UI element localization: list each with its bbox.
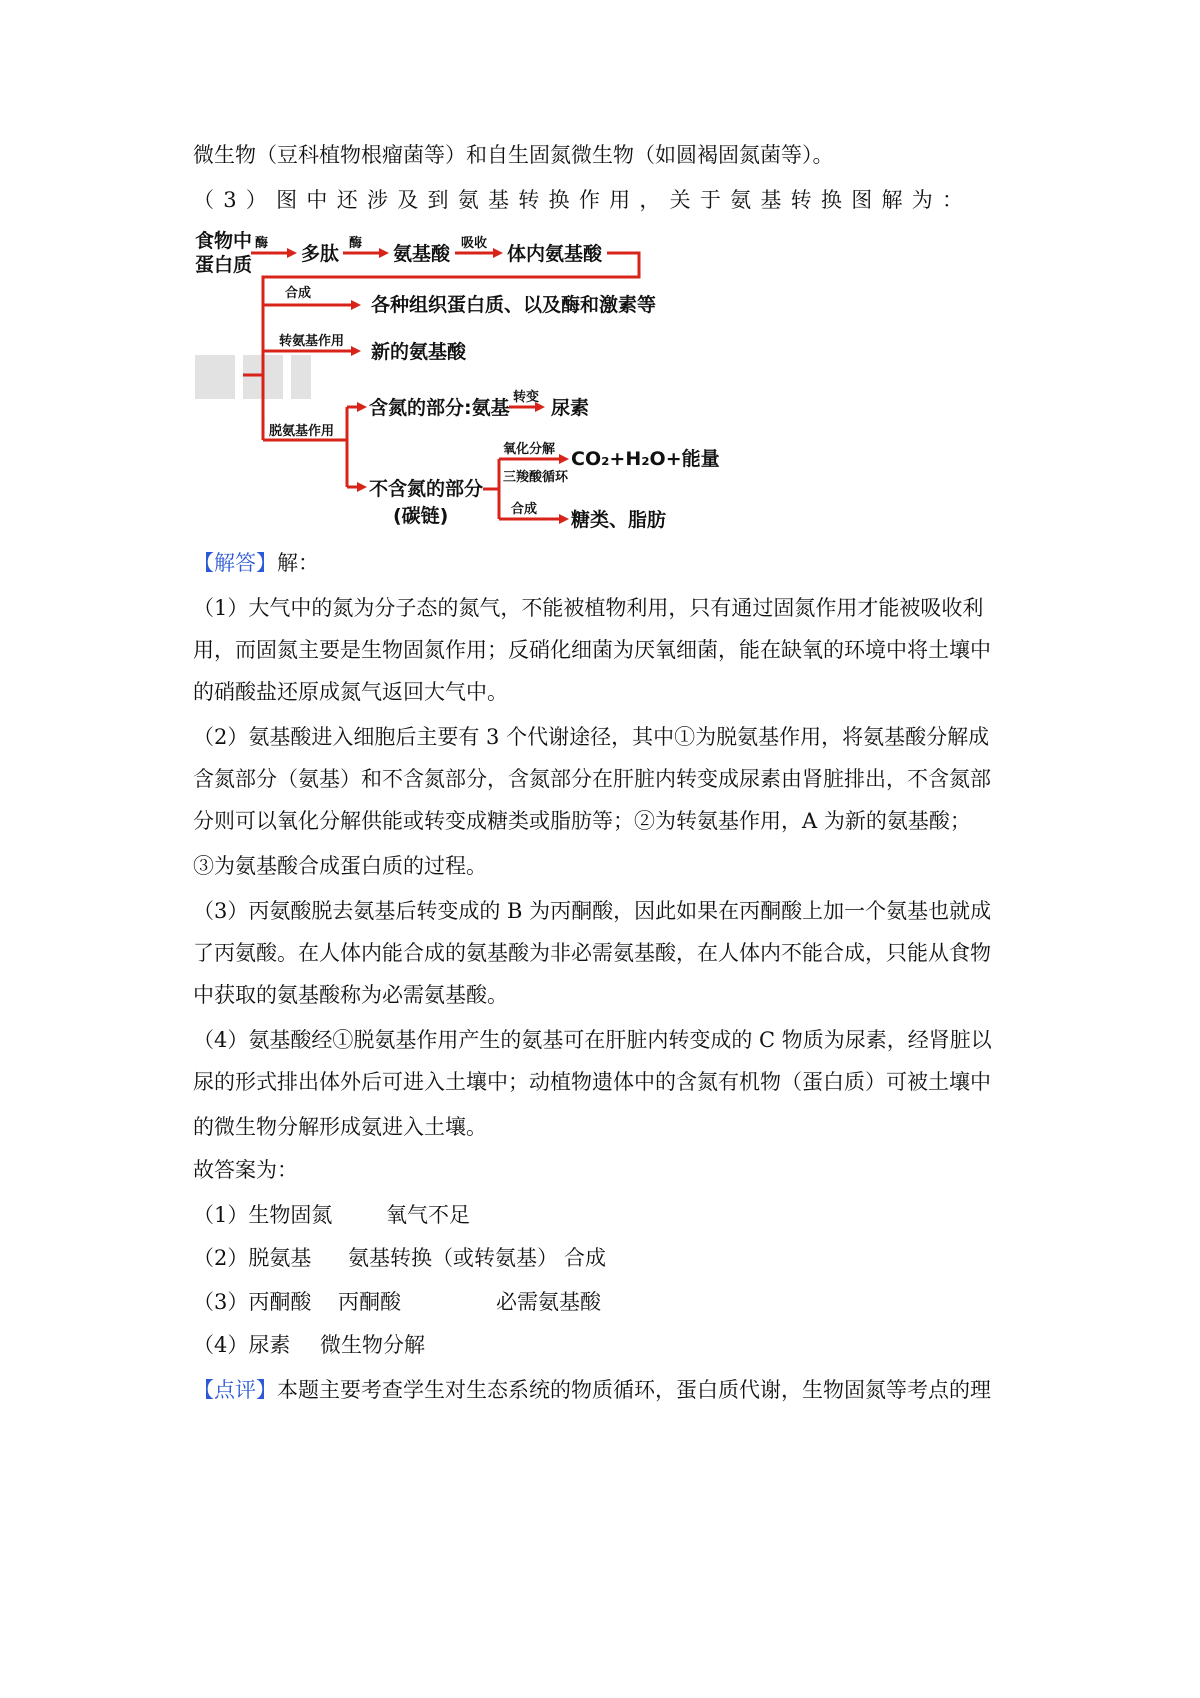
synthesis-product-label: 各种组织蛋白质、以及酶和激素等 <box>371 294 657 316</box>
intro-line-2: （3）图中还涉及到氨基转换作用，关于氨基转换图解为： <box>193 188 963 212</box>
amino-acid-metabolism-diagram <box>193 225 720 545</box>
answer-p3-line-1: （3）丙氨酸脱去氨基后转变成的 B 为丙酮酸，因此如果在丙酮酸上加一个氨基也就成 <box>193 899 992 923</box>
polypeptide-label: 多肽 <box>301 243 340 265</box>
synthesis-label-2: 合成 <box>511 502 538 517</box>
arrow-head <box>351 346 361 356</box>
answer-p2-line-2: 含氮部分（氨基）和不含氮部分，含氮部分在肝脏内转变成尿素由肾脏排出，不含氮部 <box>193 767 991 791</box>
arrow-head <box>351 300 361 310</box>
enzyme-label-1: 酶 <box>255 236 269 251</box>
final-answer-2a: （2）脱氨基 <box>193 1246 312 1270</box>
non-nitrogen-part-label: 不含氮的部分 <box>369 478 484 500</box>
amino-acid-label: 氨基酸 <box>393 243 451 265</box>
final-answer-3b: 丙酮酸 <box>338 1290 401 1314</box>
arrow-head <box>379 248 389 258</box>
arrow-head <box>357 402 367 412</box>
smudge-block <box>291 355 311 399</box>
final-answer-1a: （1）生物固氮 <box>193 1203 333 1227</box>
answer-heading <box>193 548 963 578</box>
answer-p2-line-3: 分则可以氧化分解供能或转变成糖类或脂肪等；②为转氨基作用，A 为新的氨基酸； <box>193 809 971 833</box>
arrow-head <box>357 482 367 492</box>
final-answer-1b: 氧气不足 <box>386 1203 470 1227</box>
urea-label: 尿素 <box>551 397 590 419</box>
absorb-label: 吸收 <box>461 236 488 251</box>
oxidize-product-label: CO₂+H₂O+能量 <box>571 448 720 470</box>
answer-p4-line-1: （4）氨基酸经①脱氨基作用产生的氨基可在肝脏内转变成的 C 物质为尿素，经肾脏以 <box>193 1028 992 1052</box>
answer-p3-line-3: 中获取的氨基酸称为必需氨基酸。 <box>193 983 508 1007</box>
final-answer-4a: （4）尿素 <box>193 1333 291 1357</box>
convert-label: 转变 <box>513 390 540 405</box>
answer-p1-line-2: 用，而固氮主要是生物固氮作用；反硝化细菌为厌氧细菌，能在缺氧的环境中将土壤中 <box>193 638 991 662</box>
arrow-head <box>559 514 569 524</box>
carbon-chain-label: (碳链) <box>393 505 449 527</box>
food-protein-label-1: 食物中 <box>195 230 253 252</box>
answer-p1-line-1: （1）大气中的氮为分子态的氮气，不能被植物利用，只有通过固氮作用才能被吸收利 <box>193 596 984 620</box>
smudge-block <box>195 355 235 399</box>
answer-p3-line-2: 了丙氨酸。在人体内能合成的氨基酸为非必需氨基酸，在人体内不能合成，只能从食物 <box>193 941 991 965</box>
final-answer-2c: 合成 <box>564 1246 606 1270</box>
arrow-head <box>287 248 297 258</box>
final-answer-2b: 氨基转换（或转氨基） <box>348 1246 558 1270</box>
final-answer-label: 故答案为： <box>193 1158 298 1182</box>
intro-line-1: 微生物（豆科植物根瘤菌等）和自生固氮微生物（如圆褐固氮菌等）。 <box>193 143 834 167</box>
answer-tag: 【解答】 <box>193 551 277 575</box>
nitrogen-part-label: 含氮的部分:氨基 <box>369 397 510 419</box>
arrow-head <box>493 248 503 258</box>
tca-label: 三羧酸循环 <box>503 470 569 485</box>
oxidize-label: 氧化分解 <box>503 442 556 457</box>
answer-p4-line-3: 的微生物分解形成氨进入土壤。 <box>193 1115 487 1139</box>
final-answer-4b: 微生物分解 <box>320 1333 425 1357</box>
arrow-head <box>559 454 569 464</box>
answer-head: 解： <box>277 551 319 575</box>
enzyme-label-2: 酶 <box>349 236 363 251</box>
synthesis-label: 合成 <box>285 286 312 301</box>
comment-tag: 【点评】 <box>193 1378 277 1402</box>
final-answer-3a: （3）丙酮酸 <box>193 1290 312 1314</box>
answer-p1-line-3: 的硝酸盐还原成氮气返回大气中。 <box>193 680 508 704</box>
answer-p4-line-2: 尿的形式排出体外后可进入土壤中；动植物遗体中的含氮有机物（蛋白质）可被土壤中 <box>193 1070 991 1094</box>
final-answer-3c: 必需氨基酸 <box>496 1290 601 1314</box>
answer-p2-line-4: ③为氨基酸合成蛋白质的过程。 <box>193 854 487 878</box>
comment-text: 本题主要考查学生对生态系统的物质循环，蛋白质代谢，生物固氮等考点的理 <box>277 1378 991 1402</box>
comment-line <box>193 1375 991 1405</box>
deamination-label: 脱氨基作用 <box>269 424 335 439</box>
new-amino-acid-label: 新的氨基酸 <box>371 341 467 363</box>
transamination-label: 转氨基作用 <box>279 334 345 349</box>
sugar-fat-label: 糖类、脂肪 <box>571 509 667 531</box>
food-protein-label-2: 蛋白质 <box>195 254 253 276</box>
answer-p2-line-1: （2）氨基酸进入细胞后主要有 3 个代谢途径，其中①为脱氨基作用，将氨基酸分解成 <box>193 725 990 749</box>
body-amino-acid-label: 体内氨基酸 <box>507 243 603 265</box>
